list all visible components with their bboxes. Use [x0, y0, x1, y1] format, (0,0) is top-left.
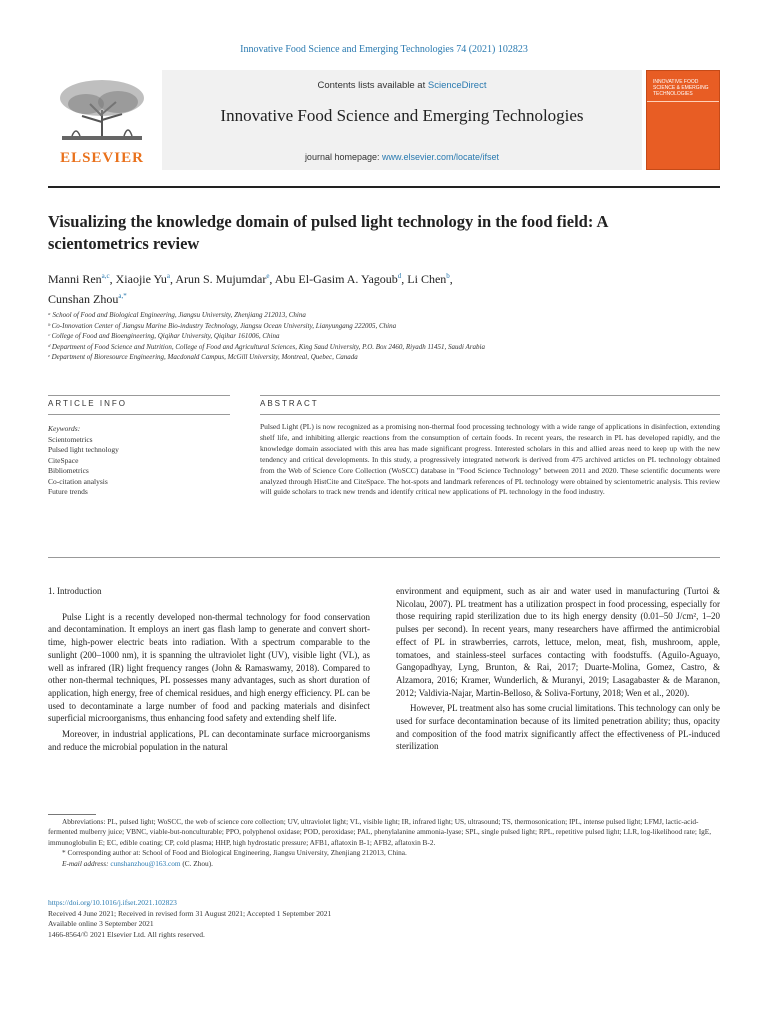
keyword-item: Future trends	[48, 487, 88, 496]
affiliation-item: ᵈ Department of Food Science and Nutrition, College of Food and Agricultural Sciences, King Saud University, P.O. Box 2460, Riyadh 11451, Saudi Arabia	[48, 342, 485, 351]
email-footnote	[48, 859, 720, 869]
author-affiliation-marker[interactable]: a	[166, 272, 170, 280]
author-list: Manni Ren$^{a,c}$, Xiaojie Yu$^a$, Arun S. Mujumdar$^e$, Abu El-Gasim A. Yagoub$^d$, Li Chen$^b$, Cunshan Zhou$^{a,*}$	[48, 272, 453, 306]
contents-prefix: Contents lists available at	[317, 80, 428, 91]
journal-cover-thumbnail[interactable]	[646, 70, 720, 170]
author-name[interactable]: Cunshan Zhou	[48, 292, 119, 306]
abstract-end-rule	[48, 557, 720, 558]
email-suffix: (C. Zhou).	[180, 858, 213, 868]
keyword-item: Co-citation analysis	[48, 476, 108, 486]
body-paragraph: environment and equipment, such as air and water used in manufacturing (Turtoi & Nicolau, 2007). PL treatment has a utilization prospect in food processing, especially for those requiring rapid sterilization due to its high energy density (0.01–50 J/cm², 1–20 pulses per second). In recent years, many researchers have affirmed the antimicrobial effect of PL in strawberries, carrots, lettuce, melon, meat, fish, mushroom, apple, tomatoes, and stainless-steel surfaces contacting with foodstuffs. (Aguilo-Aguayo, Gangopadhyay, Lyng, Brunton, & Rai, 2017; Duarte-Molina, Gomez, Castro, & Alzamora, 2016; Kramer, Wunderlich, & Muranyi, 2019; Lasagabaster & de Maranon, 2012; Valdivia-Najar, Martin-Belloso, & Soliva-Fortuny, 2018; Wen et al., 2020).	[396, 586, 720, 698]
journal-banner	[48, 70, 718, 170]
keyword-item: Pulsed light technology	[48, 445, 119, 454]
abstract-heading: ABSTRACT	[260, 399, 319, 408]
author-name[interactable]: Arun S. Mujumdar	[175, 272, 267, 286]
affiliation-item: ᵇ Co-Innovation Center of Jiangsu Marine Bio-industry Technology, Jiangsu Ocean University, Lianyungang 222005, China	[48, 321, 397, 330]
journal-homepage	[162, 152, 642, 162]
footnotes	[48, 814, 720, 869]
article-info-heading: ARTICLE INFO	[48, 399, 127, 408]
keywords-label: Keywords:	[48, 424, 81, 433]
body-paragraph: However, PL treatment also has some crucial limitations. This technology can only be used for surface decontamination because of its limited penetration ability; thus, opacity and composition of the food matrix significantly affect the effectiveness of PL-induced sterilization	[396, 703, 720, 752]
author-name[interactable]: Abu El-Gasim A. Yagoub	[274, 272, 398, 286]
cover-title: INNOVATIVE FOOD SCIENCE & EMERGING TECHNOLOGIES	[653, 79, 709, 97]
email-link[interactable]: cunshanzhou@163.com	[110, 858, 181, 868]
header-rule	[48, 186, 720, 188]
author-name[interactable]: Li Chen	[407, 272, 447, 286]
author-affiliation-marker[interactable]: a,c	[101, 272, 110, 280]
keyword-item: Scientometrics	[48, 434, 93, 444]
homepage-prefix: journal homepage:	[304, 152, 382, 162]
journal-header-box	[162, 70, 642, 170]
article-info-rule	[48, 395, 230, 396]
journal-title: Innovative Food Science and Emerging Technologies	[220, 106, 584, 125]
contents-line	[162, 80, 642, 91]
footnote-rule	[48, 814, 96, 815]
email-label: E-mail address:	[62, 858, 111, 868]
corresponding-author-footnote: * Corresponding author at: School of Food and Biological Engineering, Jiangsu University, Zhenjiang 212013, China.	[62, 848, 407, 858]
right-column	[396, 585, 720, 756]
keywords-block	[48, 424, 228, 498]
body-paragraph: Pulse Light is a recently developed non-thermal technology for food conservation and decontamination. It employs an inert gas flash lamp to generate and convert short-time, high-power electric beats into radiation. With a spectrum comparable to the sunlight (200–1000 nm), it is spanning the ultraviolet light (UV), visible light (VL), as well as infrared (IR) light frequency ranges (John & Ramaswamy, 2018). Compared to other non-thermal techniques, PL possesses many advantages, such as short duration of application, high energy, free of chemical residues, and high energy efficiency. PL can be used to decontaminate a large number of food and packing materials and disinfect superficial microorganisms, thus enhancing food safety and extending shelf life.	[48, 611, 370, 724]
elsevier-logo[interactable]	[48, 70, 156, 170]
abstract-rule	[260, 395, 720, 396]
affiliation-item: ᵃ School of Food and Biological Engineering, Jiangsu University, Zhenjiang 212013, China	[48, 311, 306, 319]
cover-divider	[647, 101, 719, 102]
author-affiliation-marker[interactable]: b	[446, 272, 450, 280]
copyright: 1466-8564/© 2021 Elsevier Ltd. All rights reserved.	[48, 929, 205, 939]
author-name[interactable]: Xiaojie Yu	[115, 272, 167, 286]
abstract-rule-2	[260, 414, 720, 415]
homepage-link[interactable]: www.elsevier.com/locate/ifset	[382, 152, 500, 162]
affiliations	[48, 310, 728, 363]
elsevier-tree-icon	[52, 76, 152, 146]
doi-link[interactable]: https://doi.org/10.1016/j.ifset.2021.102823	[48, 898, 177, 907]
affiliation-item: ᶜ College of Food and Bioengineering, Qiqihar University, Qiqihar 161006, China	[48, 332, 280, 340]
left-column	[48, 585, 370, 756]
keyword-item: Bibliometrics	[48, 466, 89, 475]
sciencedirect-link[interactable]: ScienceDirect	[427, 80, 487, 91]
abbreviations-footnote: Abbreviations: PL, pulsed light; WoSCC, the web of science core collection; UV, ultraviolet light; VL, visible light; IR, infrared light; US, ultrasound; TS, thermosonication; IPL, intense pulsed light; LFMJ, lactic-acid-fermented mulberry juice; VBNC, viable-but-nonculturable; PPO, polyphenol oxidase; POD, peroxidase; PAL, phenylalanine ammonia-lyase; SPL, single pulsed light; RPL, repetitive pulsed light; LLR, log-likelihood rate; IgE, immunoglobulin E; EC, edible coating; CP, cold plasma; HHP, high hydrostatic pressure; AFB1, aflatoxin B-1; AFB2, aflatoxin B-2.	[48, 817, 712, 847]
publication-info	[48, 898, 448, 940]
author-affiliation-marker[interactable]: d	[397, 272, 402, 280]
keyword-item: CiteSpace	[48, 455, 79, 465]
abstract-text: Pulsed Light (PL) is now recognized as a promising non-thermal food processing technology with a wide range of applications in disinfection, extending shelf life, and inhibiting allergic reactions from the consumption of certain foods. In recent years, the research in PL has developed rapidly, and the knowledge domain associated with this area has made significant progress. Interested scholars in this and allied areas need to keep up with the new tendency and critical developments. In this study, a progressively integrated network is derived from 475 archived articles on PL technology obtained from the Web of Science Core Collection (WoSCC) database in "Food Science Technology" between 2011 and 2020. These scientific documents were analyzed through HistCite and CiteSpace. The hot-spots and landmark references of PL technology were obtained by scientometric analysis. This review will guide scholars to track new trends and identify critical new applications of PL technology in the food industry.	[260, 422, 720, 497]
author-affiliation-marker[interactable]: a,*	[118, 292, 127, 300]
publisher-name: ELSEVIER	[60, 150, 144, 166]
article-title: Visualizing the knowledge domain of pulsed light technology in the food field: A scientometrics review	[48, 212, 608, 253]
article-info-rule-2	[48, 414, 230, 415]
running-header[interactable]: Innovative Food Science and Emerging Technologies 74 (2021) 102823	[240, 44, 528, 55]
received-dates: Received 4 June 2021; Received in revised form 31 August 2021; Accepted 1 September 2021	[48, 908, 332, 918]
available-online: Available online 3 September 2021	[48, 919, 154, 928]
author-name[interactable]: Manni Ren	[48, 272, 102, 286]
section-heading: 1. Introduction	[48, 586, 102, 596]
body-paragraph: Moreover, in industrial applications, PL can decontaminate surface microorganisms and reduce the microbial population in the natural	[48, 729, 370, 752]
author-affiliation-marker[interactable]: e	[266, 272, 270, 280]
affiliation-item: ᵉ Department of Bioresource Engineering, Macdonald Campus, McGill University, Montreal, Quebec, Canada	[48, 353, 358, 361]
